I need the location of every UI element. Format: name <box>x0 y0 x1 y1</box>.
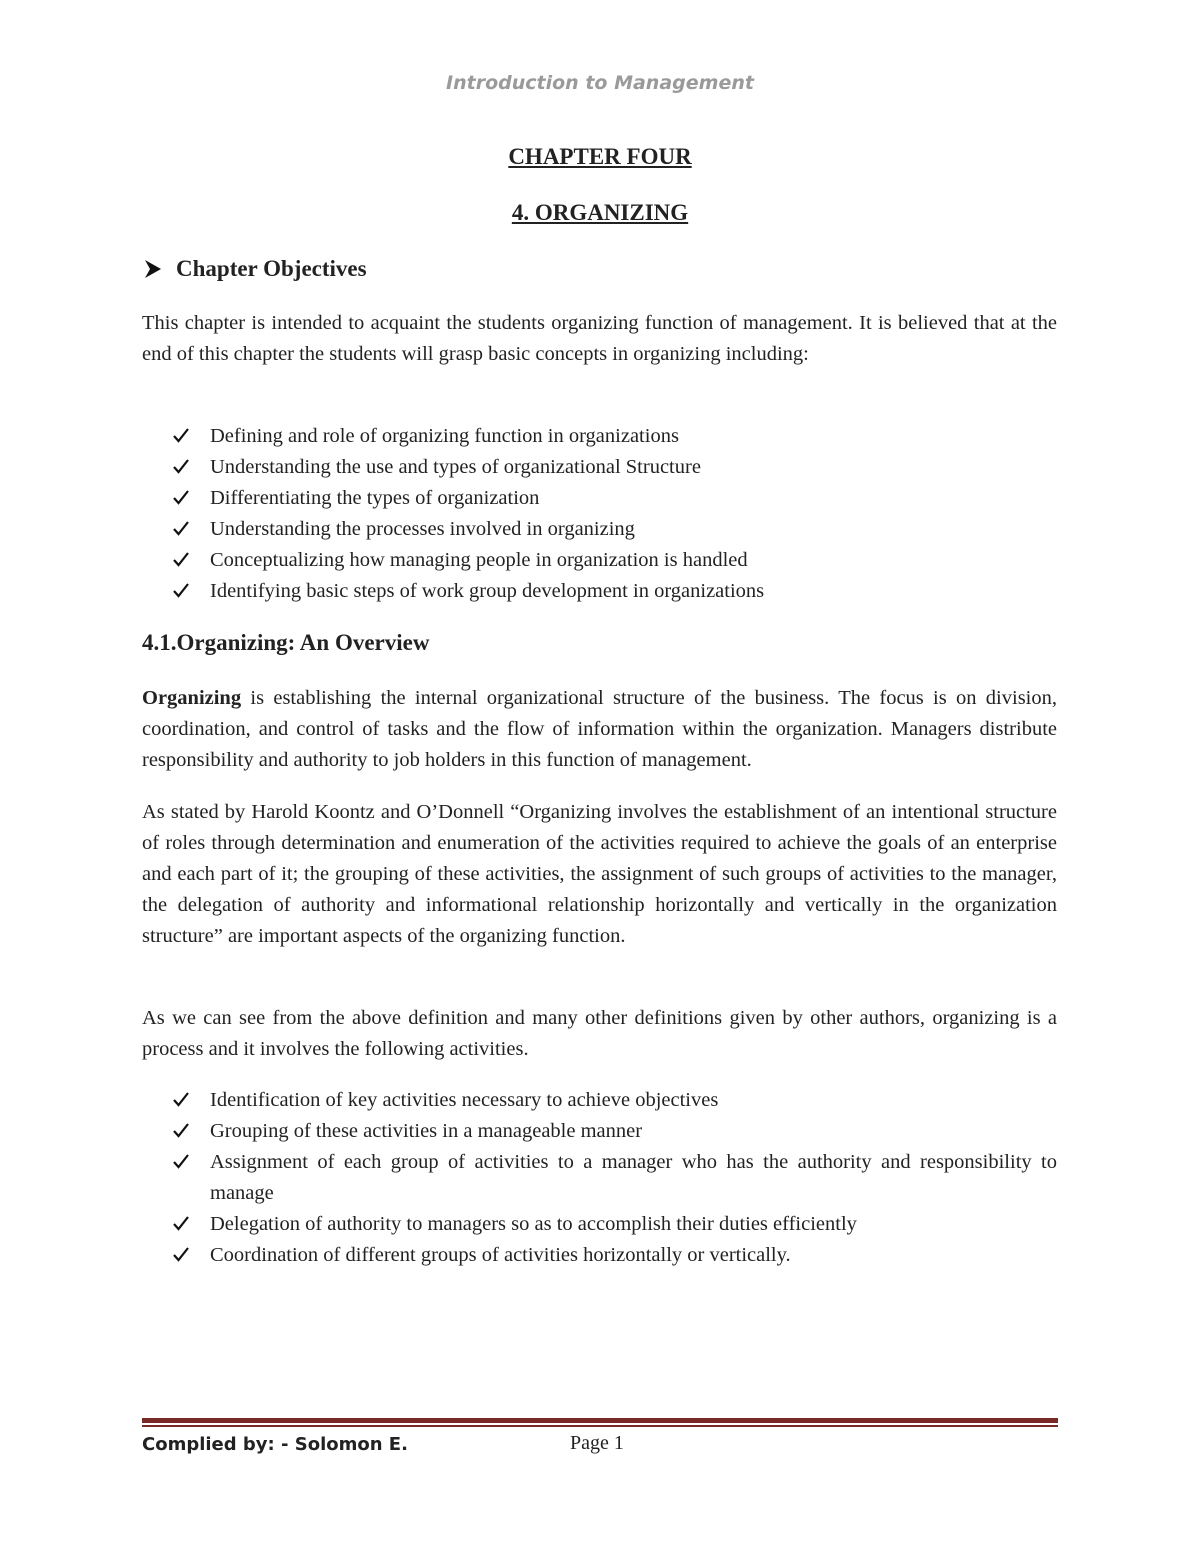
objectives-intro: This chapter is intended to acquaint the students organizing function of management. It is believed that at the end of this chapter the students will grasp basic concepts in organizing including: <box>142 312 1057 365</box>
footer-rule <box>142 1418 1058 1428</box>
overview-paragraph-1 <box>142 683 1057 776</box>
list-item: Conceptualizing how managing people in organization is handled <box>172 545 1057 576</box>
checkmark-icon <box>172 550 190 568</box>
overview-paragraph-3: As we can see from the above definition and many other definitions given by other authors, organizing is a process and it involves the following activities. <box>142 1007 1057 1060</box>
checkmark-icon <box>172 1214 190 1232</box>
list-item: Assignment of each group of activities to a manager who has the authority and responsibility to manage <box>172 1147 1057 1209</box>
chapter-title: CHAPTER FOUR <box>508 144 692 169</box>
checkmark-icon <box>172 519 190 537</box>
arrowhead-bullet-icon <box>142 258 164 280</box>
list-item: Identifying basic steps of work group development in organizations <box>172 576 1057 607</box>
overview-heading: 4.1.Organizing: An Overview <box>142 630 430 655</box>
footer-compiled-by: Complied by: - Solomon E. <box>142 1434 408 1455</box>
list-item: Understanding the use and types of organizational Structure <box>172 452 1057 483</box>
overview-paragraph-2: As stated by Harold Koontz and O’Donnell “Organizing involves the establishment of an intentional structure of roles through determination and enumeration of the activities required to achieve the goals of an enterprise and each part of it; the grouping of these activities, the assignment of such groups of activities to the manager, the delegation of authority and informational relationship horizontally and vertically in the organization structure” are important aspects of the organizing function. <box>142 801 1057 947</box>
list-item: Delegation of authority to managers so as to accomplish their duties efficiently <box>172 1209 1057 1240</box>
overview-paragraph-1-text: is establishing the internal organizational structure of the business. The focus is on division, coordination, and control of tasks and the flow of information within the organization. Managers distribute responsibility and authority to job holders in this function of management. <box>142 687 1057 771</box>
list-item: Defining and role of organizing function in organizations <box>172 421 1057 452</box>
footer-page-number: Page 1 <box>570 1432 624 1454</box>
footer-rule-thick <box>142 1418 1058 1423</box>
list-item: Grouping of these activities in a manageable manner <box>172 1116 1057 1147</box>
organizing-term: Organizing <box>142 687 242 709</box>
checkmark-icon <box>172 1090 190 1108</box>
running-header: Introduction to Management <box>446 72 754 94</box>
objectives-heading-label: Chapter Objectives <box>176 256 367 281</box>
activities-list <box>172 1085 1057 1271</box>
checkmark-icon <box>172 488 190 506</box>
objectives-list <box>172 421 1057 607</box>
list-item: Understanding the processes involved in organizing <box>172 514 1057 545</box>
checkmark-icon <box>172 457 190 475</box>
checkmark-icon <box>172 1152 190 1170</box>
checkmark-icon <box>172 1121 190 1139</box>
objectives-heading <box>142 256 367 282</box>
list-item: Differentiating the types of organization <box>172 483 1057 514</box>
checkmark-icon <box>172 426 190 444</box>
list-item: Coordination of different groups of activities horizontally or vertically. <box>172 1240 1057 1271</box>
list-item: Identification of key activities necessary to achieve objectives <box>172 1085 1057 1116</box>
checkmark-icon <box>172 1245 190 1263</box>
section-title: 4. ORGANIZING <box>511 200 689 225</box>
footer-rule-thin <box>142 1425 1058 1427</box>
checkmark-icon <box>172 581 190 599</box>
